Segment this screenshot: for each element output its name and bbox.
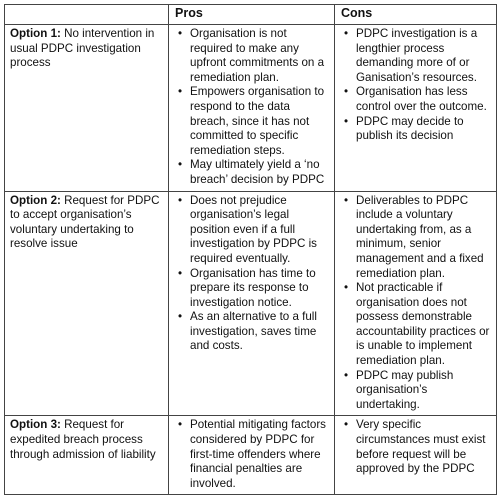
list-item: • As an alternative to a full investigation, saves time and costs. (174, 310, 329, 354)
list-item: • PDPC may decide to publish its decision (340, 115, 491, 144)
list-item: • Organisation has time to prepare its response to investigation notice. (174, 267, 329, 311)
option-cell (5, 25, 169, 192)
list-item: • Very specific circumstances must exist before request will be approved by the PDPC (340, 418, 491, 476)
list-item: • PDPC investigation is a lengthier process demanding more of or Ganisation’s resources. (340, 27, 491, 85)
header-cons: Cons (335, 5, 497, 25)
list-item: • Organisation is not required to make any upfront commitments on a remediation plan. (174, 27, 329, 85)
option-label: Option 2: (10, 193, 61, 207)
option-label: Option 1: (10, 27, 61, 40)
list-item: • Empowers organisation to respond to the data breach, since it has not committed to specific remediation steps. (174, 85, 329, 158)
pros-list (174, 418, 329, 491)
header-option (5, 5, 169, 25)
pros-cell (169, 191, 335, 416)
cons-cell (335, 191, 497, 416)
cons-cell (335, 416, 497, 495)
list-item: • Organisation has less control over the outcome. (340, 85, 491, 114)
option-label: Option 3: (10, 418, 61, 432)
table-row (5, 416, 497, 495)
option-cell (5, 416, 169, 495)
list-item: • Not practicable if organisation does not possess demonstrable accountability practices or is unable to implement remediation plan. (340, 281, 491, 369)
pros-cell (169, 416, 335, 495)
header-row (5, 5, 497, 25)
list-item: • May ultimately yield a ‘no breach’ decision by PDPC (174, 158, 329, 187)
header-pros: Pros (169, 5, 335, 25)
options-table (4, 4, 497, 495)
pros-list (174, 27, 329, 188)
option-text: Request for PDPC to accept organisation’s voluntary undertaking to resolve issue (10, 193, 160, 251)
cons-cell (335, 25, 497, 192)
list-item: • Deliverables to PDPC include a voluntary undertaking from, as a minimum, senior management and a fixed remediation plan. (340, 194, 491, 282)
pros-list (174, 194, 329, 355)
list-item: • Does not prejudice organisation’s legal position even if a full investigation by PDPC is required eventually. (174, 194, 329, 267)
cons-list (340, 418, 491, 476)
table-row (5, 191, 497, 416)
option-text: No intervention in usual PDPC investigation process (10, 27, 155, 70)
table-row (5, 25, 497, 192)
cons-list (340, 27, 491, 144)
pros-cell (169, 25, 335, 192)
list-item: • PDPC may publish organisation’s undertaking. (340, 369, 491, 413)
option-cell (5, 191, 169, 416)
list-item: • Potential mitigating factors considered by PDPC for first-time offenders where financial penalties are involved. (174, 418, 329, 491)
option-text: Request for expedited breach process through admission of liability (10, 418, 156, 461)
cons-list (340, 194, 491, 413)
